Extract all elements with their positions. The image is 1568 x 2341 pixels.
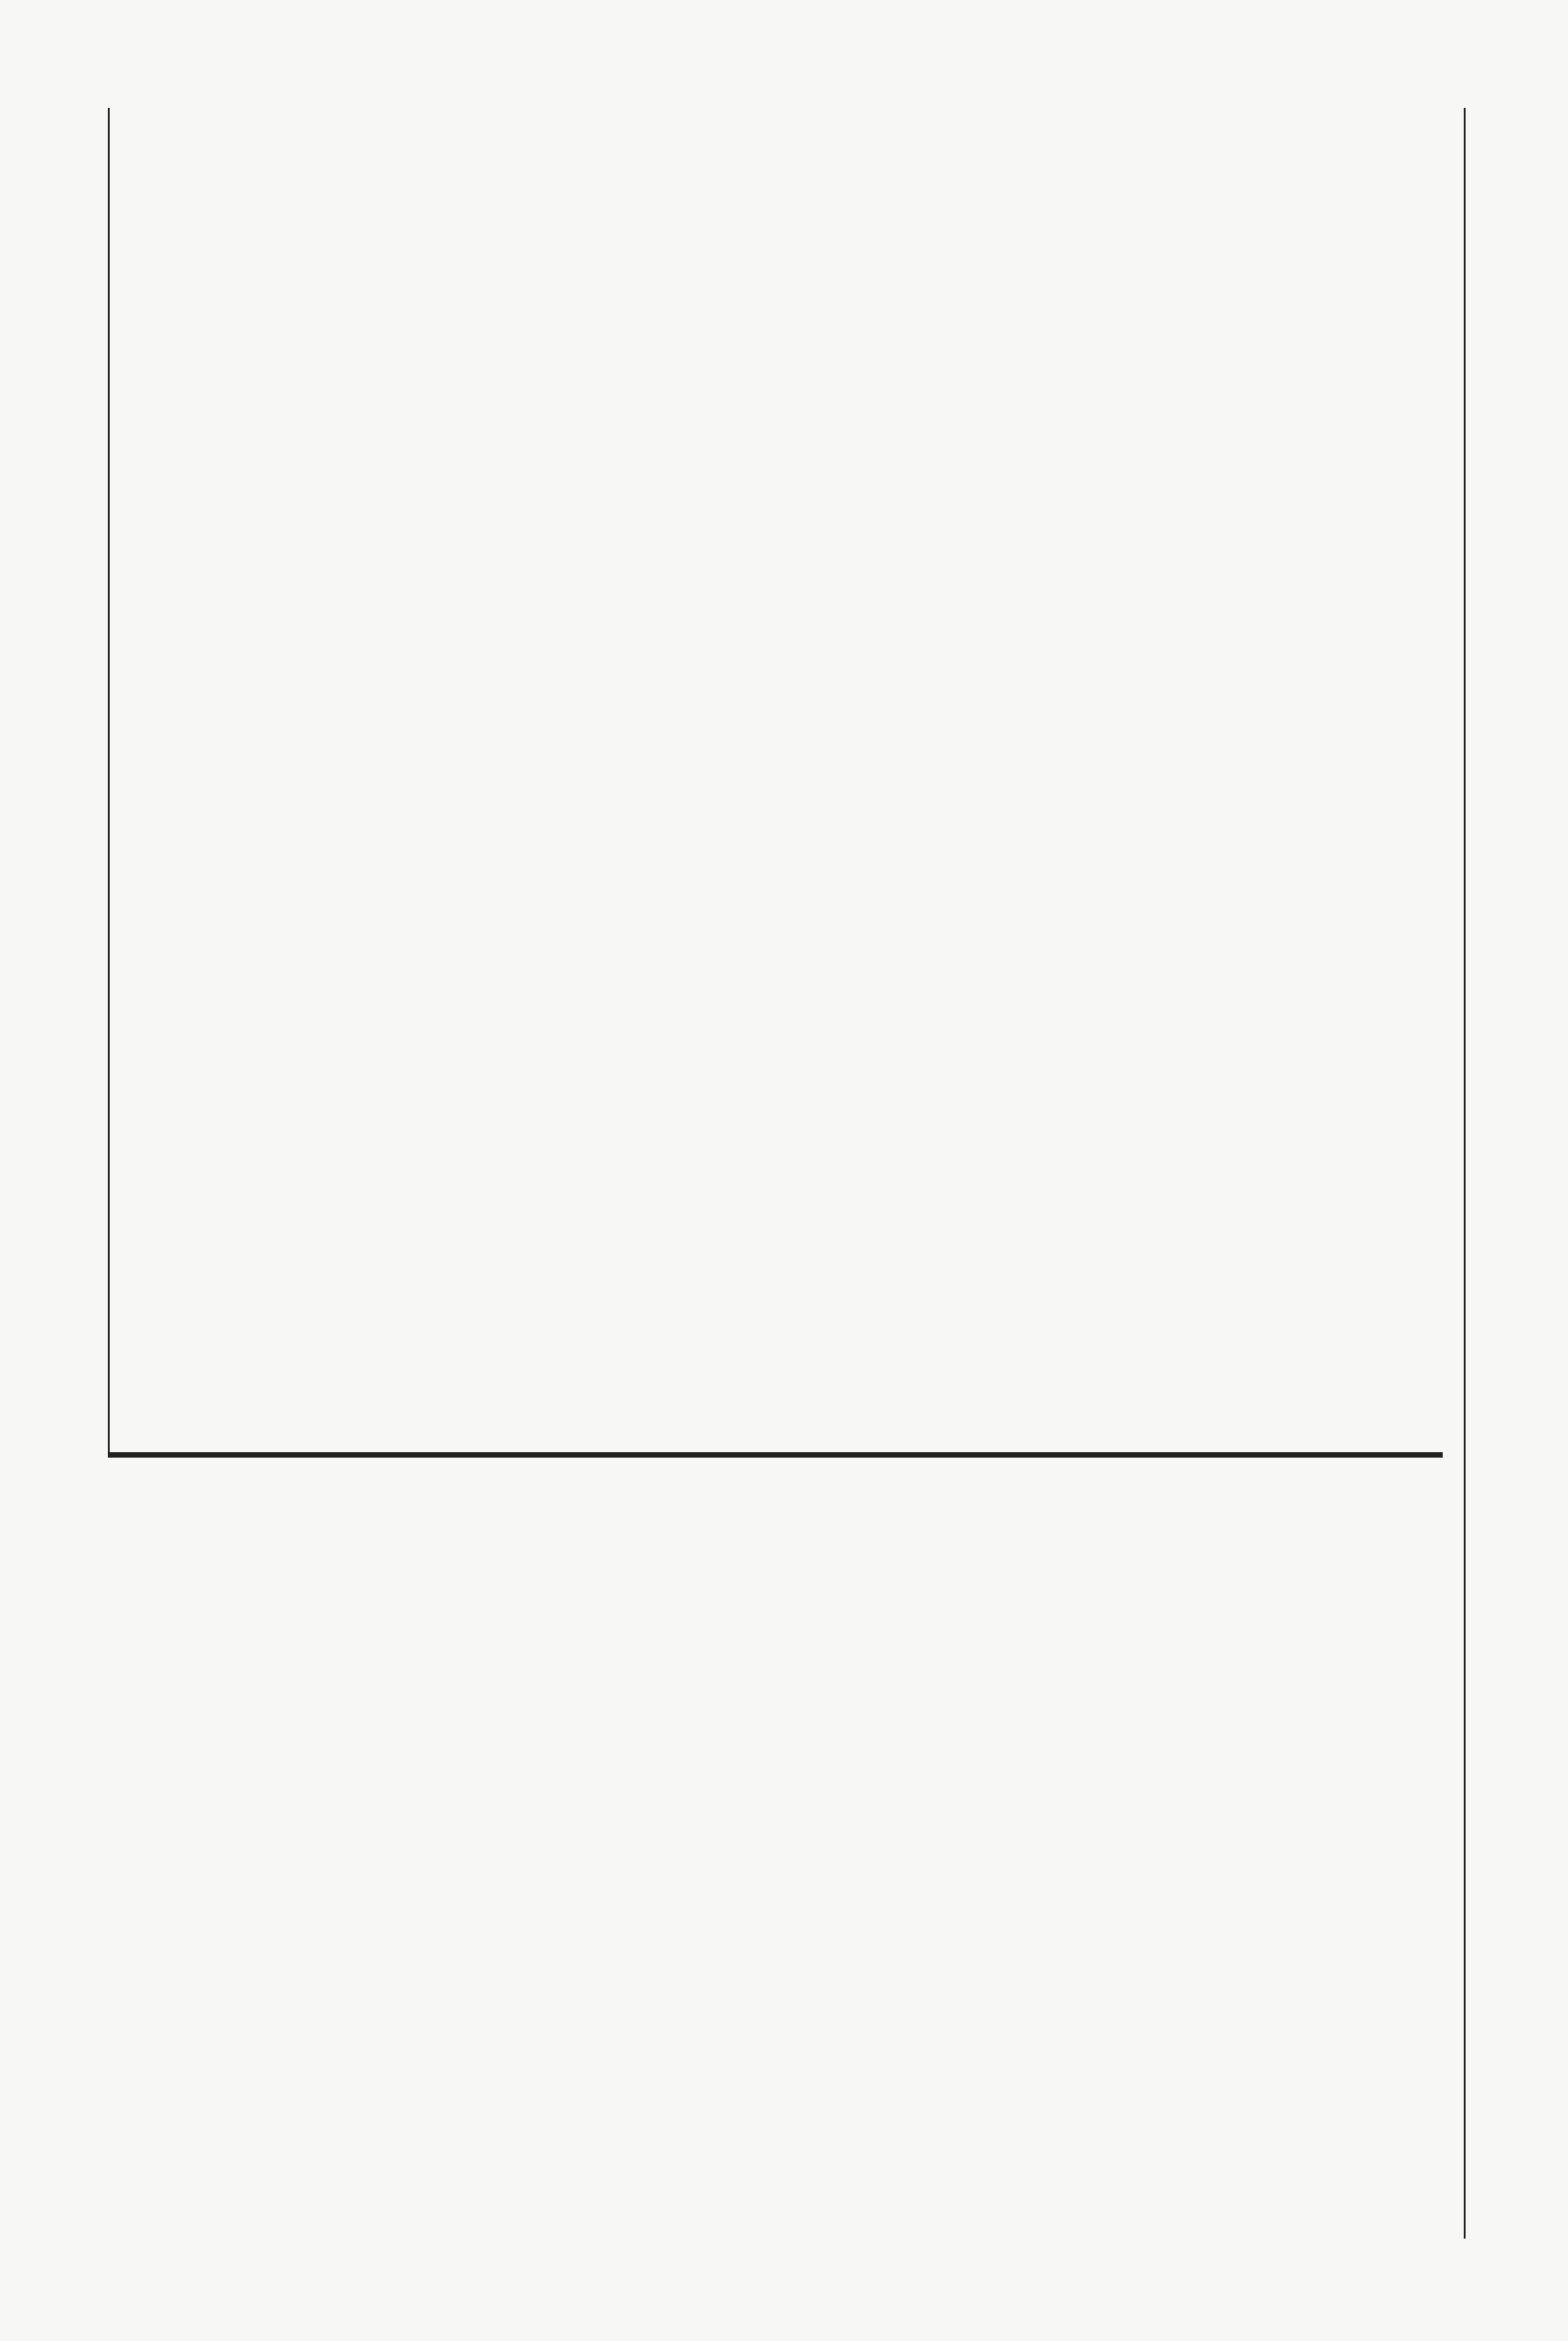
right-vertical-rule xyxy=(1464,108,1466,2239)
left-vertical-rule xyxy=(108,108,110,1452)
section-divider xyxy=(108,1452,1443,1458)
